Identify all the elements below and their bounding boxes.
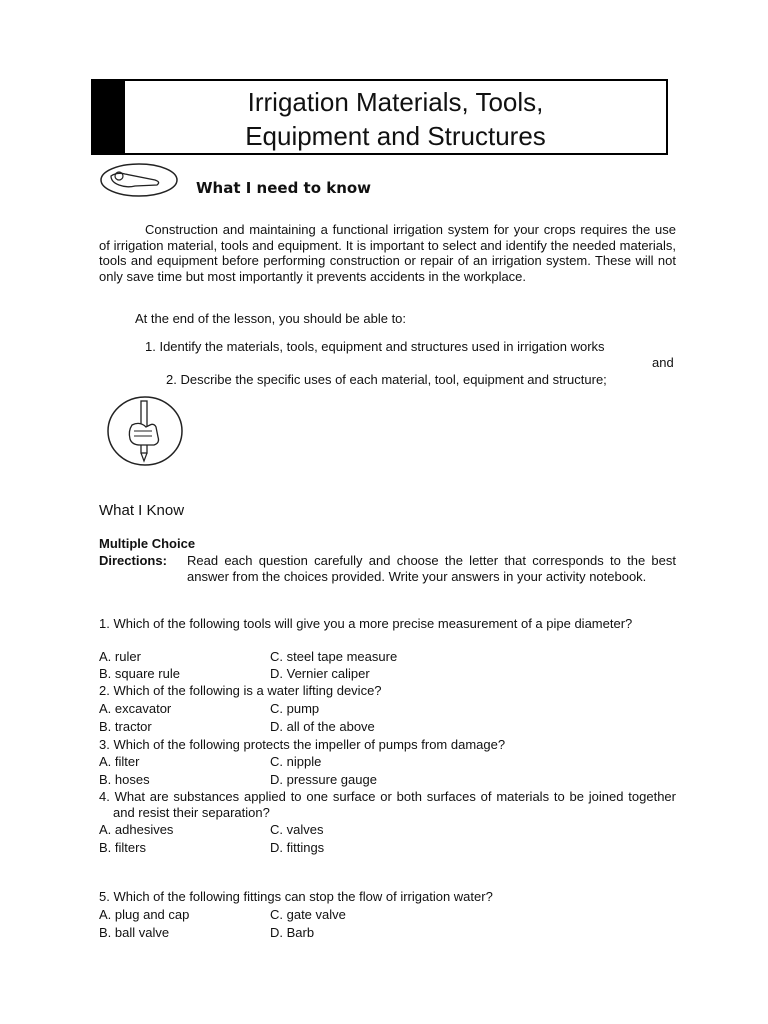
title-line-1: Irrigation Materials, Tools, <box>247 87 544 117</box>
question-3-option-a: A. filter <box>99 754 140 769</box>
multiple-choice-heading: Multiple Choice <box>99 536 196 551</box>
objective-1-end: and <box>652 355 674 370</box>
question-2-option-d: D. all of the above <box>270 719 375 734</box>
title-bar-accent <box>93 81 125 153</box>
question-4-option-c: C. valves <box>270 822 324 837</box>
directions-label: Directions: <box>99 553 167 568</box>
directions-text: Read each question carefully and choose the letter that corresponds to the best answer from the choices provided. Write your answers in your activity notebook. <box>187 553 676 584</box>
page-title <box>125 85 666 153</box>
question-2-option-c: C. pump <box>270 701 320 716</box>
question-4-option-a: A. adhesives <box>99 822 174 837</box>
question-1-option-c: C. steel tape measure <box>270 649 398 664</box>
question-1: 1. Which of the following tools will give you a more precise measurement of a pipe diameter? <box>99 616 633 631</box>
question-1-option-d: D. Vernier caliper <box>270 666 370 681</box>
question-5: 5. Which of the following fittings can stop the flow of irrigation water? <box>99 889 493 904</box>
question-5-option-d: D. Barb <box>270 925 315 940</box>
question-3-option-d: D. pressure gauge <box>270 772 377 787</box>
intro-paragraph <box>99 222 676 284</box>
question-4-option-d: D. fittings <box>270 840 325 855</box>
question-5-option-b: B. ball valve <box>99 925 170 940</box>
question-5-option-c: C. gate valve <box>270 907 346 922</box>
question-2: 2. Which of the following is a water lifting device? <box>99 683 382 698</box>
lesson-intro: At the end of the lesson, you should be able to: <box>135 311 407 326</box>
question-3: 3. Which of the following protects the impeller of pumps from damage? <box>99 737 506 752</box>
objective-2: 2. Describe the specific uses of each material, tool, equipment and structure; <box>166 372 607 387</box>
pointing-hand-icon <box>99 162 179 203</box>
question-3-option-b: B. hoses <box>99 772 150 787</box>
hand-pencil-icon <box>106 395 184 472</box>
question-2-option-a: A. excavator <box>99 701 172 716</box>
section-heading-need-to-know: What I need to know <box>196 179 372 197</box>
question-3-option-c: C. nipple <box>270 754 322 769</box>
title-line-2: Equipment and Structures <box>245 121 546 151</box>
question-1-option-a: A. ruler <box>99 649 141 664</box>
question-4: 4. What are substances applied to one surface or both surfaces of materials to be joined together and resist their separation? <box>99 789 676 820</box>
section-heading-what-i-know: What I Know <box>99 502 185 519</box>
title-box <box>91 79 668 155</box>
question-1-option-b: B. square rule <box>99 666 180 681</box>
objective-1: 1. Identify the materials, tools, equipment and structures used in irrigation works <box>145 339 605 354</box>
question-4-option-b: B. filters <box>99 840 146 855</box>
question-5-option-a: A. plug and cap <box>99 907 190 922</box>
intro-paragraph-text: Construction and maintaining a functional irrigation system for your crops requires the use of irrigation material, tools and equipment. It is important to select and identify the needed materials, tools and equipment before performing construction or repair of an irrigation system. These will not only save time but most importantly it prevents accidents in the workplace. <box>99 222 676 284</box>
question-2-option-b: B. tractor <box>99 719 152 734</box>
